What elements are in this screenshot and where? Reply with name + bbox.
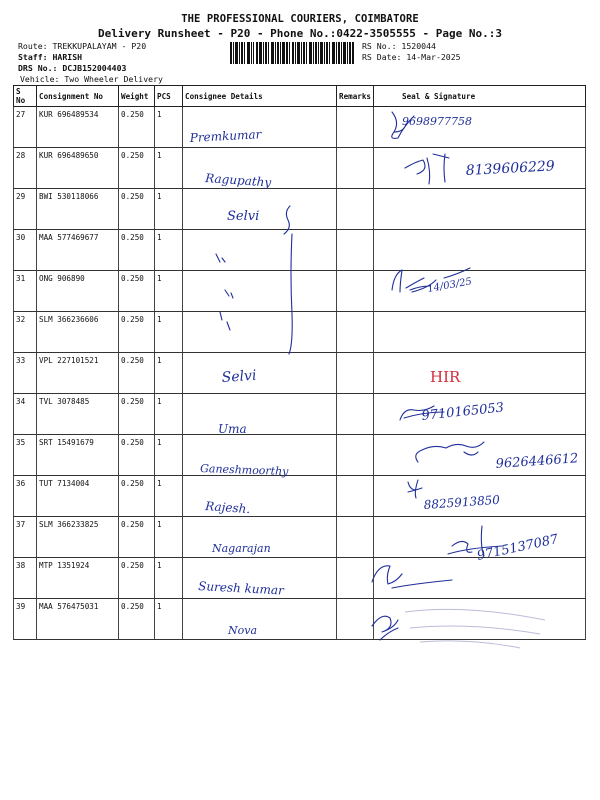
consignee-name-38: Suresh kumar — [197, 579, 285, 598]
sno-cell: 39 — [14, 599, 37, 640]
consignment-cell: MAA 577469677 — [37, 230, 119, 271]
sno-cell: 29 — [14, 189, 37, 230]
signature-cell — [374, 230, 586, 271]
consignee-name-34: Uma — [218, 422, 247, 436]
weight-cell: 0.250 — [119, 476, 155, 517]
table-header-row — [14, 86, 586, 107]
consignment-cell: KUR 696489534 — [37, 107, 119, 148]
signature-cell — [374, 476, 586, 517]
signature-cell — [374, 599, 586, 640]
signature-cell — [374, 312, 586, 353]
consignee-cell — [183, 189, 337, 230]
table-row — [14, 435, 586, 476]
phone-34: 9710165053 — [420, 400, 505, 424]
weight-cell: 0.250 — [119, 394, 155, 435]
pcs-cell: 1 — [155, 476, 183, 517]
table-row — [14, 599, 586, 640]
consignee-cell — [183, 558, 337, 599]
weight-cell: 0.250 — [119, 517, 155, 558]
phone-35: 9626446612 — [495, 451, 579, 472]
remarks-cell — [337, 476, 374, 517]
remarks-cell — [337, 599, 374, 640]
vehicle-info: Vehicle: Two Wheeler Delivery — [20, 74, 163, 84]
consignment-cell: MTP 1351924 — [37, 558, 119, 599]
rs-date: RS Date: 14-Mar-2025 — [362, 52, 461, 62]
consignment-cell: SLM 366233825 — [37, 517, 119, 558]
sno-cell: 34 — [14, 394, 37, 435]
drs-number: DRS No.: DCJB152004403 — [18, 63, 127, 73]
runsheet-table — [13, 85, 586, 640]
consignee-name-28: Ragupathy — [204, 171, 272, 190]
col-header-sno: S No — [14, 86, 37, 107]
consignment-cell: KUR 696489650 — [37, 148, 119, 189]
col-header-consignment: Consignment No — [37, 86, 119, 107]
weight-cell: 0.250 — [119, 107, 155, 148]
consignee-cell — [183, 476, 337, 517]
signature-cell — [374, 353, 586, 394]
weight-cell: 0.250 — [119, 271, 155, 312]
table-row — [14, 517, 586, 558]
sno-cell: 28 — [14, 148, 37, 189]
remarks-cell — [337, 435, 374, 476]
pcs-cell: 1 — [155, 558, 183, 599]
table-row — [14, 394, 586, 435]
sno-cell: 36 — [14, 476, 37, 517]
consignment-cell: SRT 15491679 — [37, 435, 119, 476]
table-row — [14, 107, 586, 148]
phone-36: 8825913850 — [423, 492, 501, 512]
table-row — [14, 189, 586, 230]
remarks-cell — [337, 107, 374, 148]
weight-cell: 0.250 — [119, 599, 155, 640]
col-header-remarks: Remarks — [337, 86, 374, 107]
consignment-cell: ONG 906890 — [37, 271, 119, 312]
consignee-name-36: Rajesh. — [204, 499, 251, 517]
signature-cell — [374, 558, 586, 599]
phone-27: 9698977758 — [402, 115, 472, 128]
phone-28: 8139606229 — [465, 158, 556, 179]
weight-cell: 0.250 — [119, 435, 155, 476]
sno-cell: 31 — [14, 271, 37, 312]
table-row — [14, 558, 586, 599]
col-header-weight: Weight — [119, 86, 155, 107]
staff-info: Staff: HARISH — [18, 52, 83, 62]
consignment-cell: MAA 576475031 — [37, 599, 119, 640]
remarks-cell — [337, 189, 374, 230]
signature-cell — [374, 107, 586, 148]
sno-cell: 33 — [14, 353, 37, 394]
sno-cell: 30 — [14, 230, 37, 271]
consignee-cell — [183, 517, 337, 558]
sno-cell: 32 — [14, 312, 37, 353]
signature-cell — [374, 435, 586, 476]
signature-cell — [374, 517, 586, 558]
consignment-cell: TUT 7134004 — [37, 476, 119, 517]
col-header-consignee: Consignee Details — [183, 86, 337, 107]
remarks-cell — [337, 230, 374, 271]
date-31: 14/03/25 — [426, 276, 473, 295]
pcs-cell: 1 — [155, 148, 183, 189]
col-header-pcs: PCS — [155, 86, 183, 107]
remarks-cell — [337, 558, 374, 599]
pcs-cell: 1 — [155, 394, 183, 435]
sno-cell: 35 — [14, 435, 37, 476]
consignee-cell — [183, 230, 337, 271]
pcs-cell: 1 — [155, 599, 183, 640]
consignee-cell — [183, 599, 337, 640]
pcs-cell: 1 — [155, 517, 183, 558]
weight-cell: 0.250 — [119, 353, 155, 394]
consignment-cell: SLM 366236606 — [37, 312, 119, 353]
weight-cell: 0.250 — [119, 148, 155, 189]
consignee-cell — [183, 353, 337, 394]
remarks-cell — [337, 148, 374, 189]
consignee-cell — [183, 107, 337, 148]
consignee-cell — [183, 148, 337, 189]
weight-cell: 0.250 — [119, 558, 155, 599]
pcs-cell: 1 — [155, 435, 183, 476]
signature-cell — [374, 189, 586, 230]
table-row — [14, 148, 586, 189]
consignee-cell — [183, 435, 337, 479]
rs-number: RS No.: 1520044 — [362, 41, 436, 51]
company-title: THE PROFESSIONAL COURIERS, COIMBATORE — [181, 13, 419, 25]
pcs-cell: 1 — [155, 107, 183, 148]
consignee-cell — [183, 312, 337, 353]
consignee-cell — [183, 271, 337, 312]
phone-38: 9715137087 — [475, 532, 560, 564]
pcs-cell: 1 — [155, 189, 183, 230]
consignment-cell: TVL 3078485 — [37, 394, 119, 435]
runsheet-subtitle: Delivery Runsheet - P20 - Phone No.:0422-3505555 - Page No.:3 — [98, 27, 502, 40]
pcs-cell: 1 — [155, 230, 183, 271]
consignee-name-35: Ganeshmoorthy — [199, 462, 289, 479]
pcs-cell: 1 — [155, 271, 183, 312]
consignment-cell: VPL 227101521 — [37, 353, 119, 394]
signature-cell — [374, 394, 586, 435]
table-row — [14, 312, 586, 353]
consignee-name-27: Premkumar — [189, 127, 262, 145]
sno-cell: 37 — [14, 517, 37, 558]
remarks-cell — [337, 271, 374, 312]
col-header-signature: Seal & Signature — [374, 86, 586, 107]
table-row — [14, 476, 586, 517]
table-row — [14, 353, 586, 394]
route-info: Route: TREKKUPALAYAM - P20 — [18, 41, 147, 51]
pcs-cell: 1 — [155, 312, 183, 353]
remark-hir: HIR — [430, 368, 461, 386]
remarks-cell — [337, 312, 374, 353]
consignee-name-33: Selvi — [221, 367, 257, 386]
consignee-name-37: Nagarajan — [212, 542, 271, 555]
signature-cell — [374, 148, 586, 189]
sno-cell: 27 — [14, 107, 37, 148]
weight-cell: 0.250 — [119, 189, 155, 230]
sno-cell: 38 — [14, 558, 37, 599]
consignee-name-39: Nova — [228, 624, 258, 637]
signature-cell — [374, 271, 586, 312]
pcs-cell: 1 — [155, 353, 183, 394]
consignment-cell: BWI 530118066 — [37, 189, 119, 230]
weight-cell: 0.250 — [119, 230, 155, 271]
remarks-cell — [337, 353, 374, 394]
table-row — [14, 230, 586, 271]
consignee-cell — [183, 394, 337, 435]
barcode-image — [230, 42, 354, 64]
table-row — [14, 271, 586, 312]
weight-cell: 0.250 — [119, 312, 155, 353]
remarks-cell — [337, 517, 374, 558]
consignee-name-29: Selvi — [227, 209, 260, 224]
remarks-cell — [337, 394, 374, 435]
